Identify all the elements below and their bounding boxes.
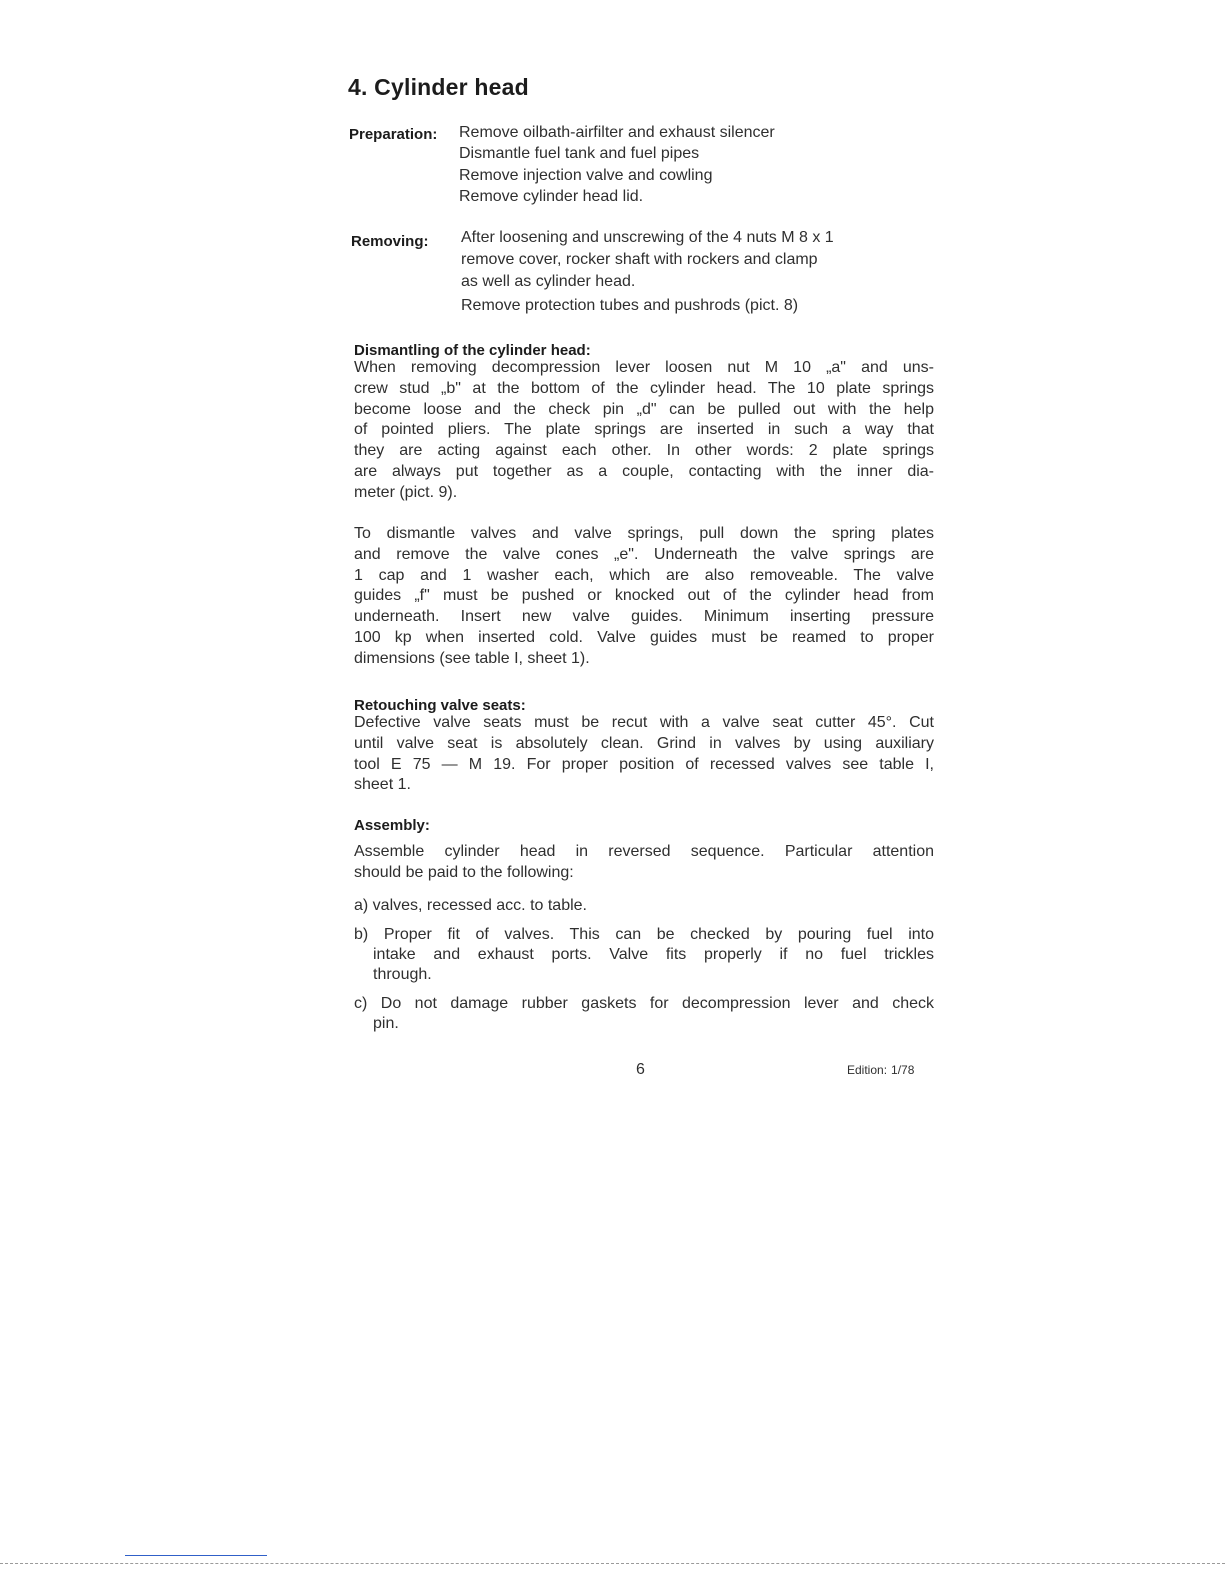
paragraph-line: until valve seat is absolutely clean. Grind in valves by using auxiliary (354, 734, 934, 752)
preparation-step: Dismantle fuel tank and fuel pipes (459, 145, 700, 163)
paragraph-line: meter (pict. 9). (354, 483, 458, 501)
paragraph-line: Assemble cylinder head in reversed sequence. Particular attention (354, 843, 934, 860)
preparation-label: Preparation: (349, 126, 438, 143)
paragraph-line: tool E 75 — M 19. For proper position of recessed valves see table I, (354, 755, 934, 773)
preparation-step: Remove cylinder head lid. (459, 187, 644, 205)
scan-edge-mark (125, 1555, 267, 1556)
assembly-intro (354, 842, 934, 884)
list-item-line: through. (373, 966, 432, 984)
removing-line: as well as cylinder head. (461, 272, 636, 290)
edition-label: Edition: (847, 1063, 888, 1077)
dismantling-paragraph-1 (354, 358, 934, 504)
paragraph-line: should be paid to the following: (354, 863, 574, 881)
page-number: 6 (636, 1061, 645, 1078)
assembly-item-a (354, 896, 934, 916)
retouching-paragraph (354, 713, 934, 796)
assembly-heading: Assembly: (354, 817, 430, 834)
paragraph-line: sheet 1. (354, 776, 411, 794)
paragraph-line: are always put together as a couple, contacting with the inner dia- (354, 462, 934, 480)
paragraph-line: they are acting against each other. In other words: 2 plate springs (354, 442, 934, 460)
list-item-line: c) Do not damage rubber gaskets for decompression lever and check (354, 995, 934, 1012)
list-item-line: a) valves, recessed acc. to table. (354, 897, 587, 914)
removing-line: remove cover, rocker shaft with rockers and clamp (461, 250, 818, 268)
removing-label: Removing: (351, 233, 429, 250)
paragraph-line: 1 cap and 1 washer each, which are also removeable. The valve (354, 566, 934, 584)
paragraph-line: crew stud „b" at the bottom of the cylinder head. The 10 plate springs (354, 379, 934, 397)
paragraph-line: dimensions (see table I, sheet 1). (354, 649, 590, 667)
paragraph-line: and remove the valve cones „e". Underneath the valve springs are (354, 545, 934, 563)
removing-line: After loosening and unscrewing of the 4 nuts M 8 x 1 (461, 229, 834, 246)
removing-steps (461, 227, 834, 317)
paragraph-line: Defective valve seats must be recut with a valve seat cutter 45°. Cut (354, 714, 934, 731)
removing-line: Remove protection tubes and pushrods (pict. 8) (461, 297, 799, 315)
preparation-steps (459, 122, 775, 207)
list-item-line: pin. (373, 1015, 399, 1033)
list-item-line: b) Proper fit of valves. This can be checked by pouring fuel into (354, 926, 934, 943)
edition-value: 1/78 (891, 1063, 915, 1077)
assembly-item-c (354, 994, 934, 1034)
dismantling-heading: Dismantling of the cylinder head: (354, 342, 591, 359)
paragraph-line: guides „f" must be pushed or knocked out of the cylinder head from (354, 587, 934, 605)
paragraph-line: To dismantle valves and valve springs, pull down the spring plates (354, 525, 934, 542)
paragraph-line: When removing decompression lever loosen nut M 10 „a" and uns- (354, 359, 934, 376)
retouching-heading: Retouching valve seats: (354, 697, 526, 714)
preparation-step: Remove oilbath-airfilter and exhaust silencer (459, 124, 775, 141)
section-title: 4. Cylinder head (348, 74, 529, 100)
paragraph-line: 100 kp when inserted cold. Valve guides must be reamed to proper (354, 628, 934, 646)
preparation-step: Remove injection valve and cowling (459, 166, 713, 184)
dismantling-paragraph-2 (354, 524, 934, 670)
list-item-line: intake and exhaust ports. Valve fits properly if no fuel trickles (373, 946, 934, 964)
scan-edge-divider (0, 1563, 1225, 1565)
paragraph-line: of pointed pliers. The plate springs are inserted in such a way that (354, 421, 934, 439)
paragraph-line: become loose and the check pin „d" can be pulled out with the help (354, 400, 934, 418)
paragraph-line: underneath. Insert new valve guides. Minimum inserting pressure (354, 608, 934, 626)
edition-note (847, 1063, 914, 1077)
assembly-item-b (354, 925, 934, 986)
